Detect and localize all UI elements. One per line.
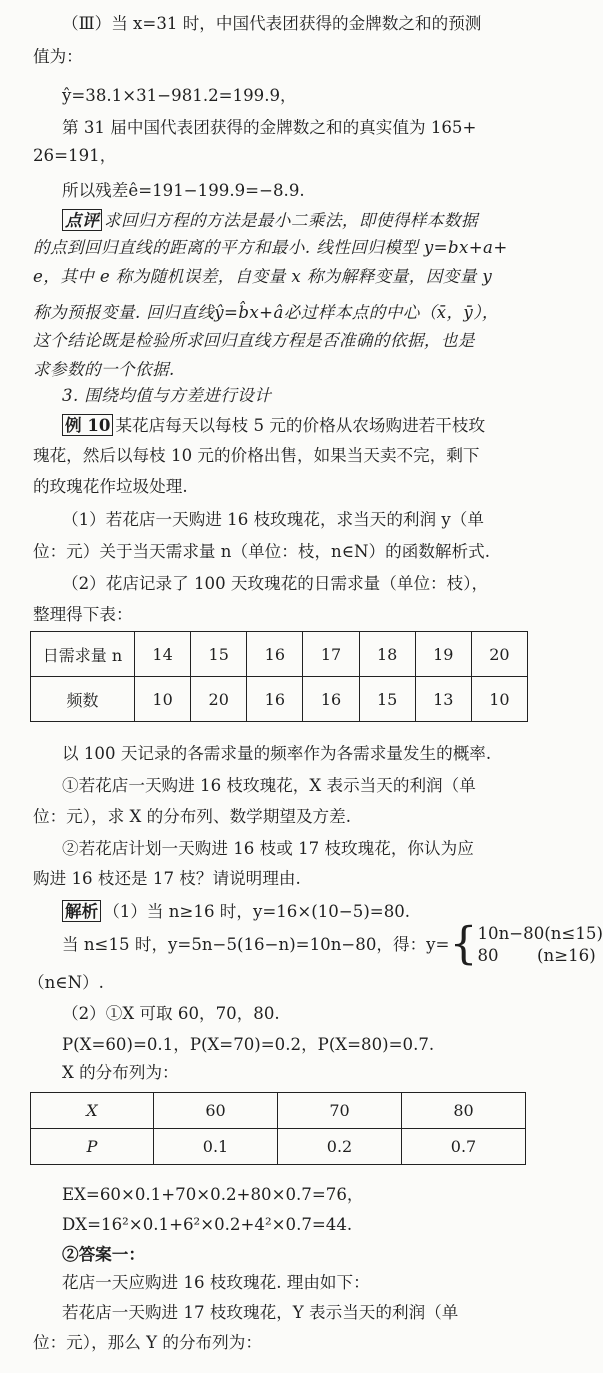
text-line: （Ⅲ）当 x=31 时，中国代表团获得的金牌数之和的预测 <box>62 14 482 33</box>
table-cell: P <box>31 1129 154 1165</box>
table-cell: X <box>31 1093 154 1129</box>
section-heading: 3. 围绕均值与方差进行设计 <box>62 386 272 405</box>
formula-line: P(X=60)=0.1，P(X=70)=0.2，P(X=80)=0.7. <box>62 1035 435 1054</box>
piecewise-function <box>62 918 603 970</box>
text-line: 瑰花，然后以每枝 10 元的价格出售，如果当天卖不完，剩下 <box>33 446 480 465</box>
comment-line: 的点到回归直线的距离的平方和最小. 线性回归模型 y=bx+a+ <box>33 238 508 257</box>
piecewise-brace: { <box>449 918 478 970</box>
table-cell: 0.1 <box>154 1129 278 1165</box>
comment-label: 点评 <box>62 209 102 231</box>
table-cell: 0.2 <box>278 1129 402 1165</box>
table-cell: 70 <box>278 1093 402 1129</box>
comment-line: 称为预报变量. 回归直线ŷ=b̂x+â必过样本点的中心（x̄，ȳ）， <box>33 303 499 322</box>
example-text: 某花店每天以每枝 5 元的价格从农场购进若干枝玫 <box>115 416 486 435</box>
comment-line: 求参数的一个依据. <box>33 360 175 379</box>
text-line: （1）若花店一天购进 16 枝玫瑰花，求当天的利润 y（单 <box>62 510 484 529</box>
example-label: 例 10 <box>62 414 113 436</box>
comment-line: 这个结论既是检验所求回归直线方程是否准确的依据，也是 <box>33 331 475 350</box>
piecewise-lead: 当 n≤15 时，y=5n−5(16−n)=10n−80，得：y= <box>62 934 450 954</box>
table-cell: 80 <box>402 1093 526 1129</box>
table-row <box>31 677 528 722</box>
formula-line: ŷ=38.1×31−981.2=199.9， <box>62 86 297 105</box>
comment-text: 求回归方程的方法是最小二乘法，即使得样本数据 <box>104 211 478 230</box>
solution-label: 解析 <box>62 900 101 922</box>
text-line: 花店一天应购进 16 枝玫瑰花. 理由如下： <box>62 1273 370 1292</box>
solution-text: （1）当 n≥16 时，y=16×(10−5)=80. <box>103 902 411 921</box>
table-cell: 16 <box>303 677 359 722</box>
table-cell: 20 <box>471 632 527 677</box>
example-line <box>62 414 485 437</box>
text-line: 以 100 天记录的各需求量的频率作为各需求量发生的概率. <box>62 744 492 763</box>
piecewise-case: 80 (n≥16) <box>477 945 596 965</box>
table-cell: 18 <box>359 632 415 677</box>
text-line: （2）①X 可取 60，70，80. <box>62 1004 280 1023</box>
text-line: 整理得下表： <box>33 605 133 624</box>
text-line: 第 31 届中国代表团获得的金牌数之和的真实值为 165+ <box>62 118 477 137</box>
piecewise-cases <box>477 923 602 967</box>
text-line: 26=191， <box>33 146 117 165</box>
table-cell: 16 <box>247 632 303 677</box>
table-cell: 60 <box>154 1093 278 1129</box>
text-line: X 的分布列为： <box>62 1063 179 1082</box>
table-cell: 14 <box>135 632 191 677</box>
formula-line: 所以残差ê=191−199.9=−8.9. <box>62 181 305 200</box>
table-cell: 17 <box>303 632 359 677</box>
table-header-row <box>31 632 528 677</box>
formula-line: DX=16²×0.1+6²×0.2+4²×0.7=44. <box>62 1215 353 1234</box>
comment-line: e，其中 e 称为随机误差，自变量 x 称为解释变量，因变量 y <box>33 267 493 286</box>
distribution-table-x <box>30 1092 526 1165</box>
table-cell: 19 <box>415 632 471 677</box>
comment-line <box>62 209 478 232</box>
table-cell: 日需求量 n <box>31 632 135 677</box>
text-line: （n∈N）. <box>28 973 104 992</box>
table-cell: 13 <box>415 677 471 722</box>
table-cell: 15 <box>191 632 247 677</box>
text-line: ②若花店计划一天购进 16 枝或 17 枝玫瑰花，你认为应 <box>62 839 474 858</box>
answer-heading: ②答案一： <box>62 1244 145 1264</box>
text-line: 购进 16 枝还是 17 枝？请说明理由. <box>33 869 301 888</box>
table-cell: 20 <box>191 677 247 722</box>
solution-line <box>62 900 410 923</box>
text-line: 值为： <box>33 47 83 66</box>
text-line: 的玫瑰花作垃圾处理. <box>33 477 188 496</box>
table-cell: 10 <box>135 677 191 722</box>
text-line: 位：元），求 X 的分布列、数学期望及方差. <box>33 807 352 826</box>
text-line: 位：元）关于当天需求量 n（单位：枝，n∈N）的函数解析式. <box>33 542 490 561</box>
table-cell: 16 <box>247 677 303 722</box>
table-cell: 频数 <box>31 677 135 722</box>
table-row <box>31 1129 526 1165</box>
text-line: （2）花店记录了 100 天玫瑰花的日需求量（单位：枝）， <box>62 574 489 593</box>
demand-frequency-table <box>30 631 528 722</box>
text-line: 位：元），那么 Y 的分布列为： <box>33 1333 262 1352</box>
text-line: 若花店一天购进 17 枝玫瑰花，Y 表示当天的利润（单 <box>62 1303 459 1322</box>
piecewise-case: 10n−80(n≤15) <box>477 923 603 943</box>
table-cell: 15 <box>359 677 415 722</box>
table-cell: 0.7 <box>402 1129 526 1165</box>
table-header-row <box>31 1093 526 1129</box>
table-cell: 10 <box>471 677 527 722</box>
formula-line: EX=60×0.1+70×0.2+80×0.7=76， <box>62 1185 364 1204</box>
text-line: ①若花店一天购进 16 枝玫瑰花，X 表示当天的利润（单 <box>62 776 476 795</box>
